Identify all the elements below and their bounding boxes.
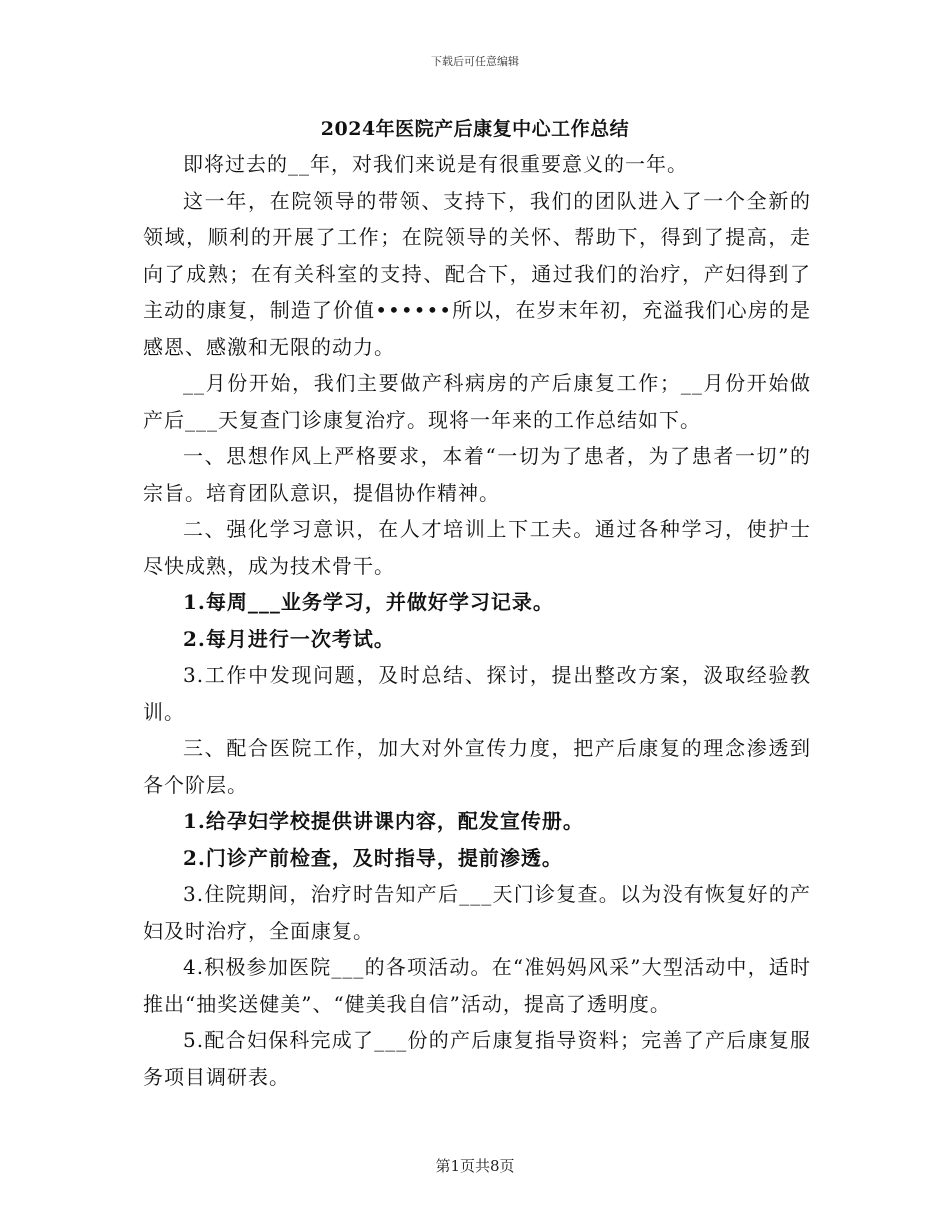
paragraph-section-3: 三、配合医院工作，加大对外宣传力度，把产后康复的理念渗透到各个阶层。 — [143, 736, 811, 797]
paragraph-section-1: 一、思想作风上严格要求，本着“一切为了患者，为了患者一切”的宗旨。培育团队意识，提倡协作精神。 — [143, 444, 811, 505]
paragraph-year-review: 这一年，在院领导的带领、支持下，我们的团队进入了一个全新的领域，顺利的开展了工作；在院领导的关怀、帮助下，得到了提高，走向了成熟；在有关科室的支持、配合下，通过我们的治疗，产妇得到了主动的康复，制造了价值••••••所以，在岁末年初，充溢我们心房的是感恩、感激和无限的动力。 — [143, 188, 811, 359]
list-item-prenatal-guidance: 2.门诊产前检查，及时指导，提前渗透。 — [183, 845, 563, 870]
list-item-monthly-exam: 2.每月进行一次考试。 — [183, 626, 395, 651]
document-body — [143, 146, 811, 1095]
list-item-weekly-study: 1.每周___业务学习，并做好学习记录。 — [183, 590, 554, 614]
paragraph-intro: 即将过去的__年，对我们来说是有很重要意义的一年。 — [183, 152, 688, 176]
document-title: 2024年医院产后康复中心工作总结 — [320, 118, 630, 140]
list-item-school-lectures: 1.给孕妇学校提供讲课内容，配发宣传册。 — [183, 809, 584, 833]
paragraph-work-start: __月份开始，我们主要做产科病房的产后康复工作；__月份开始做产后___天复查门诊康复治疗。现将一年来的工作总结如下。 — [143, 371, 811, 432]
list-item-problem-summary: 3.工作中发现问题，及时总结、探讨，提出整改方案，汲取经验教训。 — [143, 663, 811, 724]
paragraph-section-2: 二、强化学习意识，在人才培训上下工夫。通过各种学习，使护士尽快成熟，成为技术骨干。 — [143, 517, 811, 578]
list-item-hospital-activities: 4.积极参加医院___的各项活动。在“准妈妈风采”大型活动中，适时推出“抽奖送健美”、“健美我自信”活动，提高了透明度。 — [143, 955, 811, 1016]
list-item-guidance-materials: 5.配合妇保科完成了___份的产后康复指导资料；完善了产后康复服务项目调研表。 — [143, 1028, 811, 1089]
page-footer: 第1页共8页 — [435, 1157, 515, 1175]
list-item-inpatient-followup: 3.住院期间，治疗时告知产后___天门诊复查。以为没有恢复好的产妇及时治疗，全面康复。 — [143, 882, 811, 943]
page-header: 下载后可任意编辑 — [431, 55, 519, 68]
